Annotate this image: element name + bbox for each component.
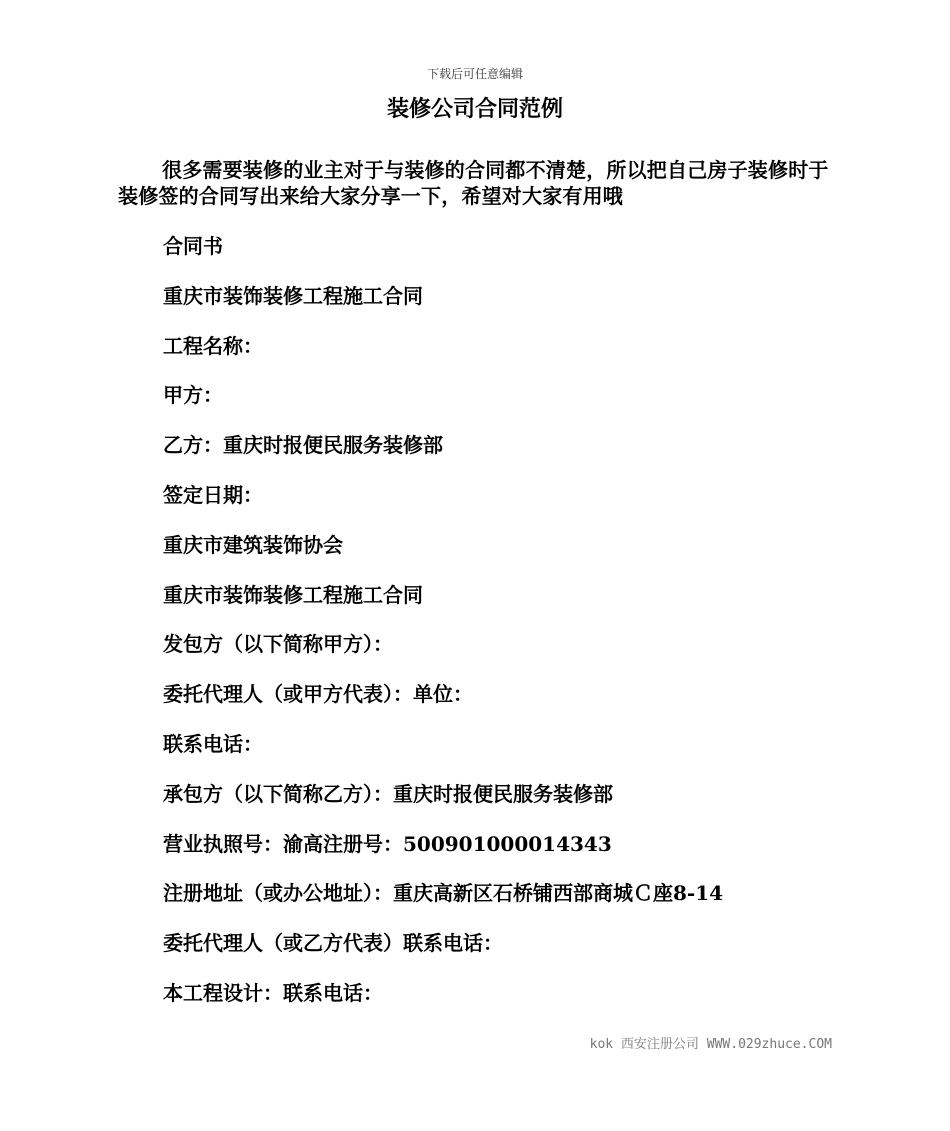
contract-line: 营业执照号：渝高注册号：500901000014343 [163,831,612,856]
contract-line: 重庆市装饰装修工程施工合同 [163,283,423,308]
contract-line: 注册地址（或办公地址）：重庆高新区石桥铺西部商城Ｃ座8-14 [163,881,724,906]
contract-line: 合同书 [163,234,223,258]
contract-line: 重庆市建筑装饰协会 [163,532,343,557]
contract-line: 甲方： [163,383,223,408]
contract-line: 联系电话： [163,731,263,756]
document-title: 装修公司合同范例 [386,96,563,122]
header-note: 下载后可任意编辑 [426,67,523,81]
contract-line: 签定日期： [163,482,263,507]
contract-line: 本工程设计：联系电话： [163,980,383,1005]
contract-line: 重庆市装饰装修工程施工合同 [163,582,423,607]
contract-line: 乙方：重庆时报便民服务装修部 [163,433,443,458]
contract-line: 发包方（以下简称甲方）： [163,632,393,657]
contract-line: 承包方（以下简称乙方）：重庆时报便民服务装修部 [163,781,613,806]
intro-paragraph: 很多需要装修的业主对于与装修的合同都不清楚，所以把自己房子装修时于装修签的合同写出来给大家分享一下，希望对大家有用哦 [118,158,829,208]
contract-line: 工程名称： [163,333,263,358]
contract-line: 委托代理人（或甲方代表）：单位： [163,682,473,707]
contract-line: 委托代理人（或乙方代表）联系电话： [163,931,503,956]
contract-lines [163,232,863,1029]
footer-note: kok 西安注册公司 WWW.029zhuce.COM [589,1037,832,1052]
